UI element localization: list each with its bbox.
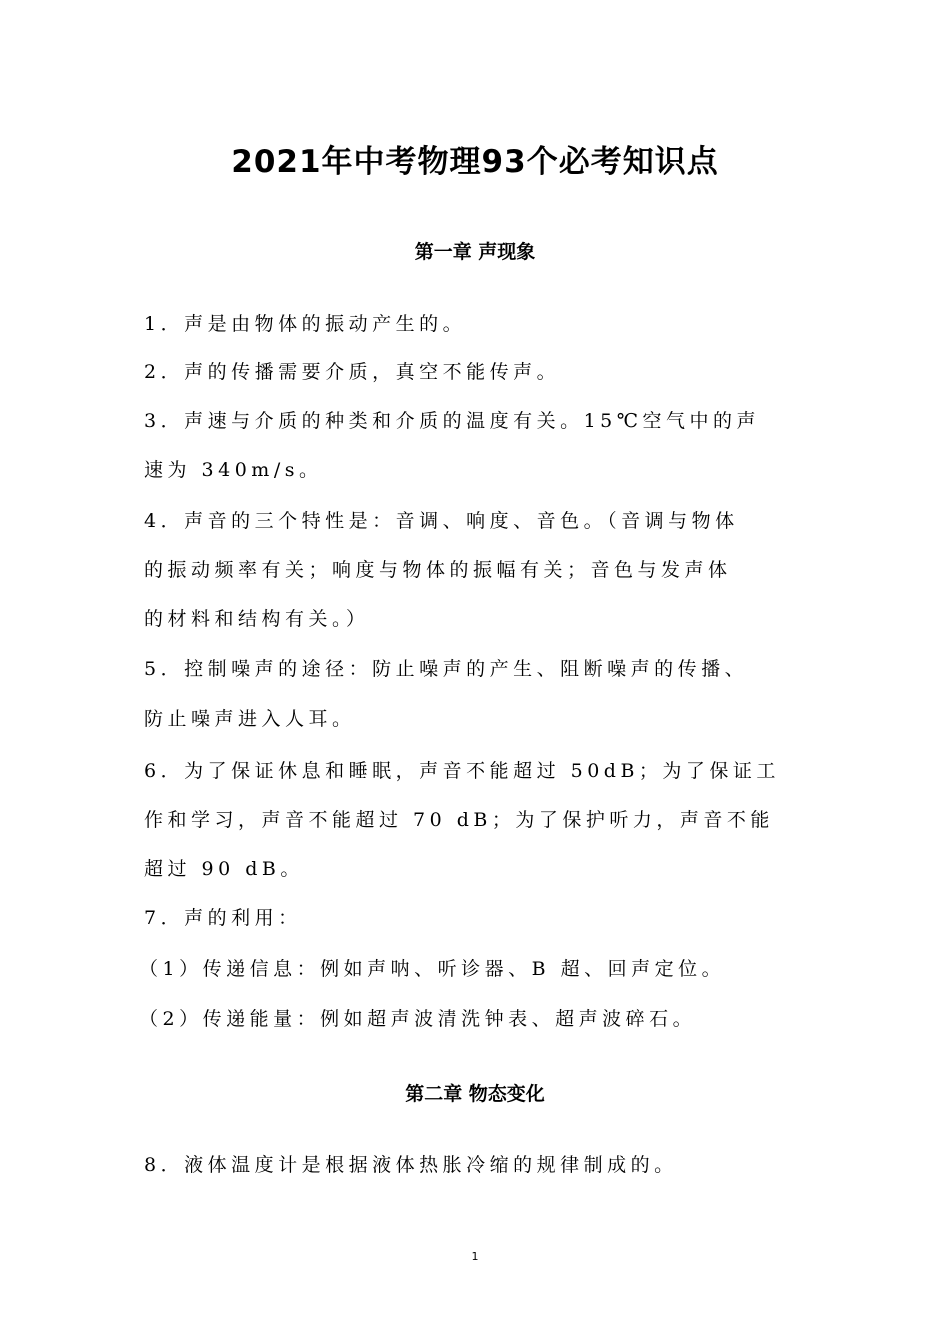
text-line-8: 5．控制噪声的途径：防止噪声的产生、阻断噪声的传播、	[144, 658, 749, 680]
page-number: 1	[471, 1250, 479, 1263]
text-line-5: 4．声音的三个特性是：音调、响度、音色。（音调与物体	[144, 510, 739, 532]
text-line-7: 的材料和结构有关。）	[144, 608, 370, 630]
chapter-heading-2: 第二章 物态变化	[405, 1083, 545, 1105]
text-line-14: （1）传递信息：例如声呐、听诊器、B 超、回声定位。	[139, 958, 726, 980]
document-title: 2021年中考物理93个必考知识点	[231, 144, 719, 180]
text-line-10: 6．为了保证休息和睡眠，声音不能超过 50dB；为了保证工	[144, 760, 780, 782]
text-line-11: 作和学习，声音不能超过 70 dB；为了保护听力，声音不能	[144, 809, 774, 831]
chapter-heading-1: 第一章 声现象	[414, 241, 536, 263]
text-line-2: 2．声的传播需要介质，真空不能传声。	[144, 361, 561, 383]
text-line-13: 7．声的利用：	[144, 907, 302, 929]
text-line-12: 超过 90 dB。	[144, 858, 304, 880]
text-line-1: 1．声是由物体的振动产生的。	[144, 313, 467, 335]
text-line-3: 3．声速与介质的种类和介质的温度有关。15℃空气中的声	[144, 410, 761, 432]
text-line-9: 防止噪声进入人耳。	[144, 708, 356, 730]
text-line-16: 8．液体温度计是根据液体热胀冷缩的规律制成的。	[144, 1154, 678, 1176]
text-line-4: 速为 340m/s。	[144, 459, 323, 481]
text-line-15: （2）传递能量：例如超声波清洗钟表、超声波碎石。	[139, 1008, 697, 1030]
text-line-6: 的振动频率有关；响度与物体的振幅有关；音色与发声体	[144, 559, 732, 581]
